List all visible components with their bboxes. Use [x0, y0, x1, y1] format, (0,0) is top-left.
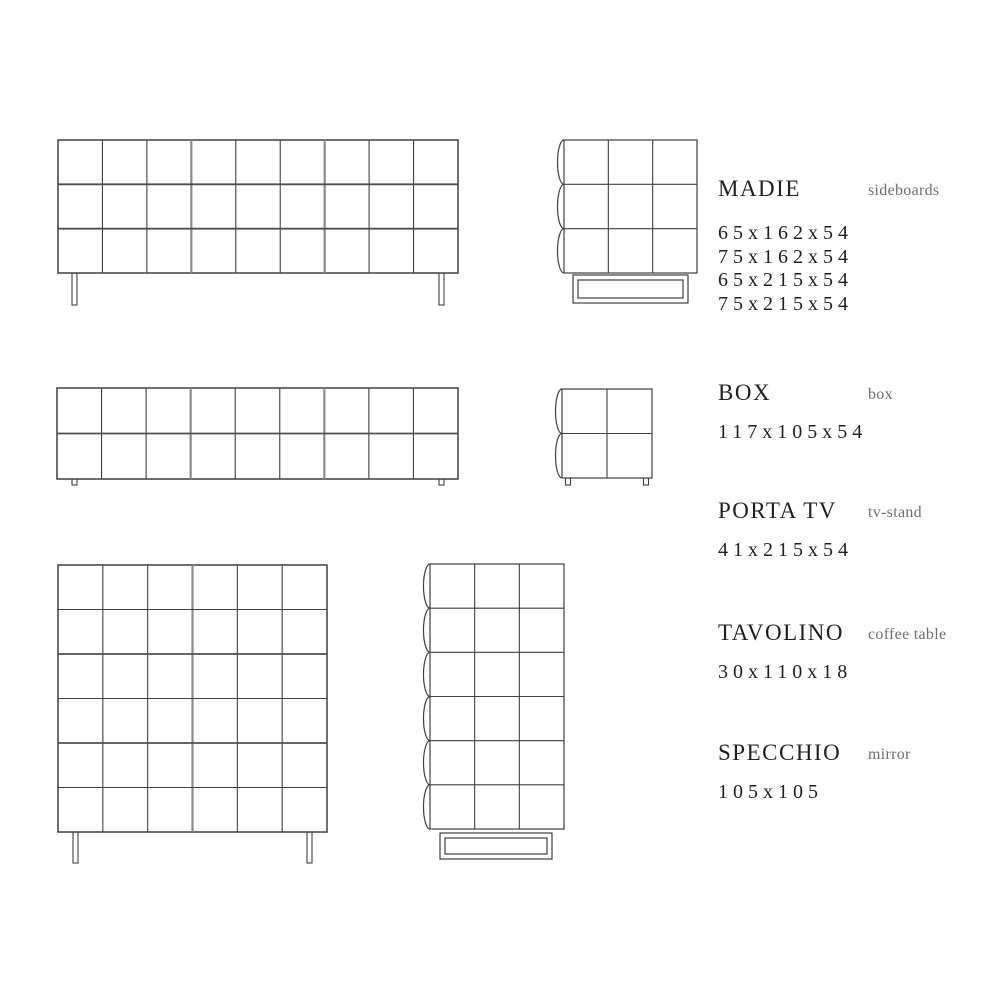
- product-dimension: 75x162x54: [718, 245, 853, 268]
- sideboard-wide-front-drawing: [58, 140, 458, 305]
- product-dimensions: [718, 539, 1000, 563]
- product-subtitle: coffee table: [868, 626, 947, 643]
- product-name: PORTA TV: [718, 498, 837, 523]
- product-block-tavolino: [718, 621, 1000, 685]
- product-dimensions: [718, 222, 1000, 317]
- square-unit-front-drawing: [58, 565, 327, 863]
- sideboard-side-drawing: [558, 140, 698, 303]
- product-name: SPECCHIO: [718, 740, 842, 765]
- product-subtitle: mirror: [868, 746, 911, 763]
- product-block-madie: [718, 177, 1000, 317]
- product-name: BOX: [718, 380, 772, 405]
- product-dimension: 41x215x54: [718, 539, 853, 561]
- product-block-porta-tv: [718, 499, 1000, 563]
- product-subtitle: box: [868, 386, 893, 403]
- product-dimension: 117x105x54: [718, 421, 868, 443]
- product-block-specchio: [718, 741, 1000, 805]
- product-dimension: 105x105: [718, 781, 823, 803]
- product-dimension: 65x162x54: [718, 222, 853, 244]
- product-dimensions: [718, 781, 1000, 805]
- box-side-drawing: [556, 389, 653, 485]
- product-subtitle: sideboards: [868, 182, 940, 199]
- tall-unit-side-drawing: [424, 564, 565, 859]
- product-dimension: 65x215x54: [718, 269, 853, 292]
- product-dimensions: [718, 661, 1000, 685]
- product-dimension: 75x215x54: [718, 293, 853, 316]
- product-name: TAVOLINO: [718, 620, 845, 645]
- product-block-box: [718, 381, 1000, 445]
- low-unit-front-drawing: [57, 388, 458, 485]
- product-subtitle: tv-stand: [868, 504, 922, 521]
- product-dimension: 30x110x18: [718, 661, 853, 683]
- product-name: MADIE: [718, 176, 801, 201]
- product-dimensions: [718, 421, 1000, 445]
